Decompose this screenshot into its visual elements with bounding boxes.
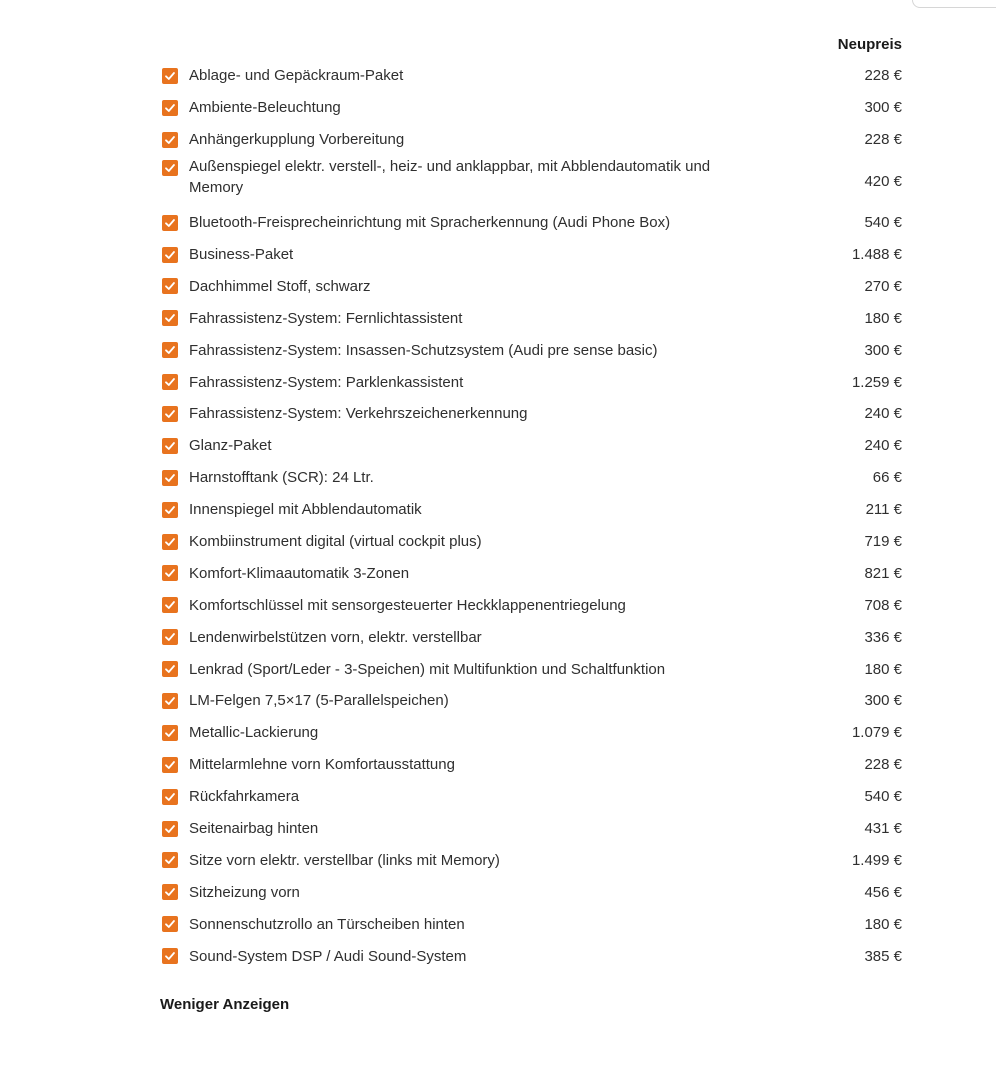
- checkmark-icon: [164, 759, 176, 771]
- option-checkbox[interactable]: [162, 342, 178, 358]
- option-label: LM-Felgen 7,5×17 (5-Parallelspeichen): [189, 692, 449, 710]
- option-row: [160, 940, 902, 972]
- option-checkbox[interactable]: [162, 725, 178, 741]
- option-label: Seitenairbag hinten: [189, 820, 319, 838]
- option-row: [160, 876, 902, 908]
- option-checkbox[interactable]: [162, 597, 178, 613]
- options-list: [160, 60, 902, 972]
- option-price: 66 €: [872, 469, 902, 487]
- checkmark-icon: [164, 70, 176, 82]
- option-label: Komfortschlüssel mit sensorgesteuerter Heckklappenentriegelung: [189, 596, 626, 614]
- checkmark-icon: [164, 631, 176, 643]
- option-price: 180 €: [864, 660, 902, 678]
- checkmark-icon: [164, 854, 176, 866]
- table-header: [160, 0, 902, 60]
- option-row: [160, 621, 902, 653]
- option-label: Lenkrad (Sport/Leder - 3-Speichen) mit Multifunktion und Schaltfunktion: [189, 660, 666, 678]
- option-checkbox[interactable]: [162, 948, 178, 964]
- option-row: [160, 239, 902, 271]
- option-row: [160, 557, 902, 589]
- option-price: 228 €: [864, 67, 902, 85]
- option-label: Lendenwirbelstützen vorn, elektr. verstellbar: [189, 628, 482, 646]
- option-label: Sound-System DSP / Audi Sound-System: [189, 947, 467, 965]
- checkmark-icon: [164, 440, 176, 452]
- option-label: Sitzheizung vorn: [189, 883, 300, 901]
- option-row: [160, 685, 902, 717]
- option-row: [160, 398, 902, 430]
- option-price: 540 €: [864, 788, 902, 806]
- option-row: [160, 844, 902, 876]
- option-label: Bluetooth-Freisprecheinrichtung mit Spracherkennung (Audi Phone Box): [189, 214, 671, 232]
- checkmark-icon: [164, 312, 176, 324]
- option-row: [160, 207, 902, 239]
- option-checkbox[interactable]: [162, 438, 178, 454]
- option-checkbox[interactable]: [162, 821, 178, 837]
- checkmark-icon: [164, 791, 176, 803]
- option-row: [160, 653, 902, 685]
- option-label: Innenspiegel mit Abblendautomatik: [189, 501, 422, 519]
- checkmark-icon: [164, 472, 176, 484]
- option-label: Fahrassistenz-System: Insassen-Schutzsystem (Audi pre sense basic): [189, 341, 658, 359]
- price-column-header: Neupreis: [837, 36, 902, 53]
- option-label: Komfort-Klimaautomatik 3-Zonen: [189, 564, 410, 582]
- option-checkbox[interactable]: [162, 884, 178, 900]
- option-checkbox[interactable]: [162, 215, 178, 231]
- checkmark-icon: [164, 663, 176, 675]
- checkmark-icon: [164, 280, 176, 292]
- option-row: [160, 813, 902, 845]
- option-row: [160, 92, 902, 124]
- option-price: 180 €: [864, 915, 902, 933]
- option-price: 300 €: [864, 692, 902, 710]
- option-label: Dachhimmel Stoff, schwarz: [189, 277, 371, 295]
- option-checkbox[interactable]: [162, 68, 178, 84]
- option-label: Außenspiegel elektr. verstell-, heiz- und anklappbar, mit Abblendautomatik und Memory: [189, 157, 711, 196]
- option-price: 708 €: [864, 596, 902, 614]
- option-row: [160, 60, 902, 92]
- option-checkbox[interactable]: [162, 534, 178, 550]
- option-label: Metallic-Lackierung: [189, 724, 319, 742]
- option-price: 270 €: [864, 277, 902, 295]
- option-price: 1.499 €: [851, 851, 902, 869]
- top-right-edge-fragment: [912, 0, 996, 8]
- option-price: 1.259 €: [851, 373, 902, 391]
- option-label: Mittelarmlehne vorn Komfortausstattung: [189, 756, 455, 774]
- option-checkbox[interactable]: [162, 693, 178, 709]
- option-label: Kombiinstrument digital (virtual cockpit plus): [189, 533, 482, 551]
- option-checkbox[interactable]: [162, 278, 178, 294]
- option-label: Sonnenschutzrollo an Türscheiben hinten: [189, 915, 465, 933]
- option-checkbox[interactable]: [162, 565, 178, 581]
- option-price: 540 €: [864, 214, 902, 232]
- options-section: [160, 0, 902, 1014]
- option-row: [160, 302, 902, 334]
- checkmark-icon: [164, 886, 176, 898]
- checkmark-icon: [164, 567, 176, 579]
- option-checkbox[interactable]: [162, 629, 178, 645]
- option-row: [160, 908, 902, 940]
- option-checkbox[interactable]: [162, 132, 178, 148]
- checkmark-icon: [164, 823, 176, 835]
- option-price: 228 €: [864, 131, 902, 149]
- checkmark-icon: [164, 695, 176, 707]
- option-price: 1.488 €: [851, 246, 902, 263]
- option-checkbox[interactable]: [162, 661, 178, 677]
- option-row: [160, 462, 902, 494]
- option-checkbox[interactable]: [162, 470, 178, 486]
- option-price: 1.079 €: [851, 724, 902, 742]
- option-checkbox[interactable]: [162, 247, 178, 263]
- option-checkbox[interactable]: [162, 789, 178, 805]
- option-label: Rückfahrkamera: [189, 788, 300, 806]
- option-price: 211 €: [865, 501, 902, 519]
- option-price: 228 €: [864, 756, 902, 774]
- checkmark-icon: [164, 162, 176, 174]
- option-label: Anhängerkupplung Vorbereitung: [189, 131, 405, 149]
- option-price: 336 €: [864, 628, 902, 646]
- checkmark-icon: [164, 536, 176, 548]
- checkmark-icon: [164, 344, 176, 356]
- option-row: [160, 366, 902, 398]
- option-price: 180 €: [864, 309, 902, 327]
- option-row: [160, 270, 902, 302]
- option-price: 240 €: [864, 405, 902, 423]
- checkmark-icon: [164, 249, 176, 261]
- checkmark-icon: [164, 599, 176, 611]
- checkmark-icon: [164, 727, 176, 739]
- checkmark-icon: [164, 134, 176, 146]
- checkmark-icon: [164, 504, 176, 516]
- option-price: 719 €: [864, 533, 902, 551]
- option-row: [160, 156, 902, 207]
- option-price: 420 €: [864, 172, 902, 190]
- option-label: Glanz-Paket: [189, 437, 272, 455]
- option-checkbox[interactable]: [162, 374, 178, 390]
- option-row: [160, 430, 902, 462]
- option-row: [160, 494, 902, 526]
- option-row: [160, 589, 902, 621]
- option-checkbox[interactable]: [162, 406, 178, 422]
- option-checkbox[interactable]: [162, 852, 178, 868]
- option-label: Sitze vorn elektr. verstellbar (links mit Memory): [189, 851, 500, 869]
- option-row: [160, 334, 902, 366]
- option-label: Ablage- und Gepäckraum-Paket: [189, 67, 404, 85]
- option-checkbox[interactable]: [162, 757, 178, 773]
- option-label: Ambiente-Beleuchtung: [189, 99, 341, 117]
- option-checkbox[interactable]: [162, 100, 178, 116]
- option-price: 456 €: [864, 883, 902, 901]
- checkmark-icon: [164, 217, 176, 229]
- checkmark-icon: [164, 376, 176, 388]
- option-price: 821 €: [864, 564, 902, 582]
- option-label: Fahrassistenz-System: Parklenkassistent: [189, 373, 464, 391]
- option-label: Harnstofftank (SCR): 24 Ltr.: [189, 469, 374, 487]
- option-row: [160, 717, 902, 749]
- checkmark-icon: [164, 950, 176, 962]
- option-price: 431 €: [864, 820, 902, 838]
- option-price: 300 €: [864, 99, 902, 117]
- option-label: Fahrassistenz-System: Fernlichtassistent: [189, 309, 463, 327]
- show-less-link[interactable]: Weniger Anzeigen: [160, 996, 290, 1014]
- checkmark-icon: [164, 408, 176, 420]
- option-price: 300 €: [864, 341, 902, 359]
- option-row: [160, 781, 902, 813]
- option-price: 385 €: [864, 947, 902, 965]
- option-row: [160, 124, 902, 156]
- option-label: Business-Paket: [189, 246, 294, 263]
- option-checkbox[interactable]: [162, 916, 178, 932]
- option-checkbox[interactable]: [162, 160, 178, 176]
- option-price: 240 €: [864, 437, 902, 455]
- option-row: [160, 526, 902, 558]
- option-row: [160, 749, 902, 781]
- checkmark-icon: [164, 102, 176, 114]
- option-checkbox[interactable]: [162, 310, 178, 326]
- option-label: Fahrassistenz-System: Verkehrszeichenerkennung: [189, 405, 528, 423]
- checkmark-icon: [164, 918, 176, 930]
- option-checkbox[interactable]: [162, 502, 178, 518]
